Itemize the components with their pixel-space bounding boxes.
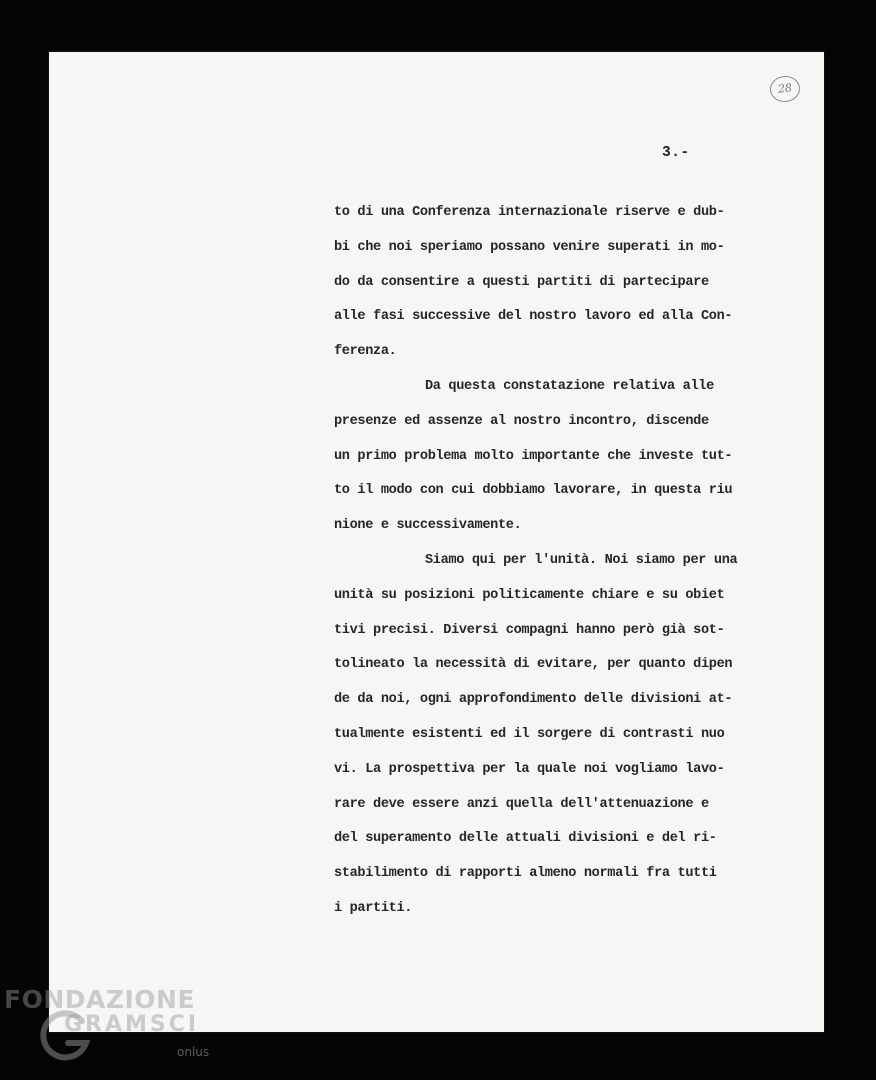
- text-line: i partiti.: [334, 900, 413, 916]
- text-line: tolineato la necessità di evitare, per quanto dipen: [334, 657, 733, 673]
- watermark-suffix: onlus: [177, 1045, 210, 1059]
- text-line: un primo problema molto importante che investe tut-: [334, 448, 733, 464]
- text-line: presenze ed assenze al nostro incontro, discende: [334, 413, 709, 429]
- text-line: stabilimento di rapporti almeno normali fra tutti: [334, 866, 717, 882]
- text-line: de da noi, ogni approfondimento delle divisioni at-: [334, 692, 733, 708]
- typed-text-block: [334, 202, 794, 933]
- text-line: del superamento delle attuali divisioni e del ri-: [334, 831, 717, 847]
- text-line: unità su posizioni politicamente chiare e su obiet: [334, 587, 725, 603]
- text-line: rare deve essere anzi quella dell'attenuazione e: [334, 796, 709, 812]
- text-line: to di una Conferenza internazionale riserve e dub-: [334, 205, 725, 220]
- archive-number-stamp: 28: [769, 75, 802, 104]
- watermark-line1: FONDAZIONE: [4, 985, 196, 1014]
- text-line: to il modo con cui dobbiamo lavorare, in questa riu: [334, 483, 733, 499]
- page-number: 3.-: [662, 145, 690, 161]
- text-line: vi. La prospettiva per la quale noi vogliamo lavo-: [334, 761, 725, 777]
- paragraph-start-line: Da questa constatazione relativa alle: [425, 378, 714, 394]
- text-line: tualmente esistenti ed il sorgere di contrasti nuo: [334, 726, 725, 742]
- text-line: tivi precisi. Diversi compagni hanno però già sot-: [334, 622, 725, 638]
- paragraph-start-line: Siamo qui per l'unità. Noi siamo per una: [425, 552, 738, 568]
- text-line: nione e successivamente.: [334, 518, 522, 534]
- text-line: bi che noi speriamo possano venire superati in mo-: [334, 239, 725, 255]
- text-line: alle fasi successive del nostro lavoro ed alla Con-: [334, 309, 733, 325]
- text-line: do da consentire a questi partiti di partecipare: [334, 274, 709, 290]
- text-line: ferenza.: [334, 344, 397, 360]
- watermark-line2: GRAMSCI: [64, 1012, 200, 1037]
